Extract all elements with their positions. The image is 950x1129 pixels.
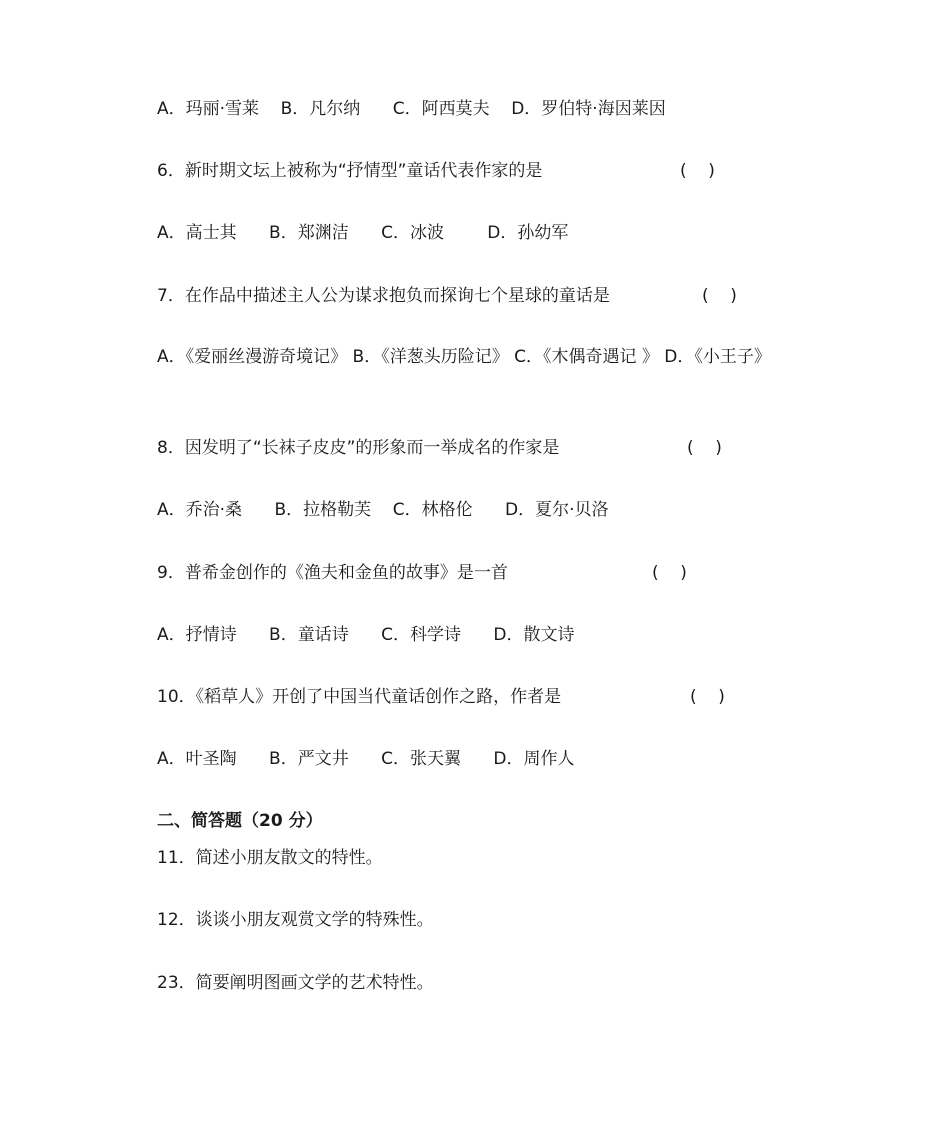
q7-answer-blank: ( ) xyxy=(702,286,737,306)
q12-text: 12．谈谈小朋友观赏文学的特殊性。 xyxy=(157,910,434,930)
q10-stem: 10．《稻草人》开创了中国当代童话创作之路，作者是 xyxy=(157,687,562,707)
q7-stem: 7．在作品中描述主人公为谋求抱负而探询七个星球的童话是 xyxy=(157,286,610,306)
q8-stem: 8．因发明了“长袜子皮皮”的形象而一举成名的作家是 xyxy=(157,438,560,458)
q10-answer-blank: ( ) xyxy=(690,687,725,707)
q10-options: A．叶圣陶 B．严文井 C．张天翼 D．周作人 xyxy=(157,749,575,769)
q11-text: 11．简述小朋友散文的特性。 xyxy=(157,848,383,868)
q8-answer-blank: ( ) xyxy=(687,438,722,458)
q9-stem: 9．普希金创作的《渔夫和金鱼的故事》是一首 xyxy=(157,563,508,583)
q6-options: A．高士其 B．郑渊洁 C．冰波 D．孙幼军 xyxy=(157,223,569,243)
q23-text: 23．简要阐明图画文学的艺术特性。 xyxy=(157,973,434,993)
q7-options: A．《爱丽丝漫游奇境记》 B．《洋葱头历险记》 C．《木偶奇遇记 》 D．《小王子》 xyxy=(157,347,771,367)
q6-answer-blank: ( ) xyxy=(680,161,715,181)
q6-stem: 6．新时期文坛上被称为“抒情型”童话代表作家的是 xyxy=(157,161,543,181)
section-heading: 二、简答题（20 分） xyxy=(157,811,323,831)
q9-answer-blank: ( ) xyxy=(652,563,687,583)
q5-options: A．玛丽·雪莱 B．凡尔纳 C．阿西莫夫 D．罗伯特·海因莱因 xyxy=(157,99,666,119)
q9-options: A．抒情诗 B．童话诗 C．科学诗 D．散文诗 xyxy=(157,625,575,645)
q8-options: A．乔治·桑 B．拉格勒芙 C．林格伦 D．夏尔·贝洛 xyxy=(157,500,609,520)
